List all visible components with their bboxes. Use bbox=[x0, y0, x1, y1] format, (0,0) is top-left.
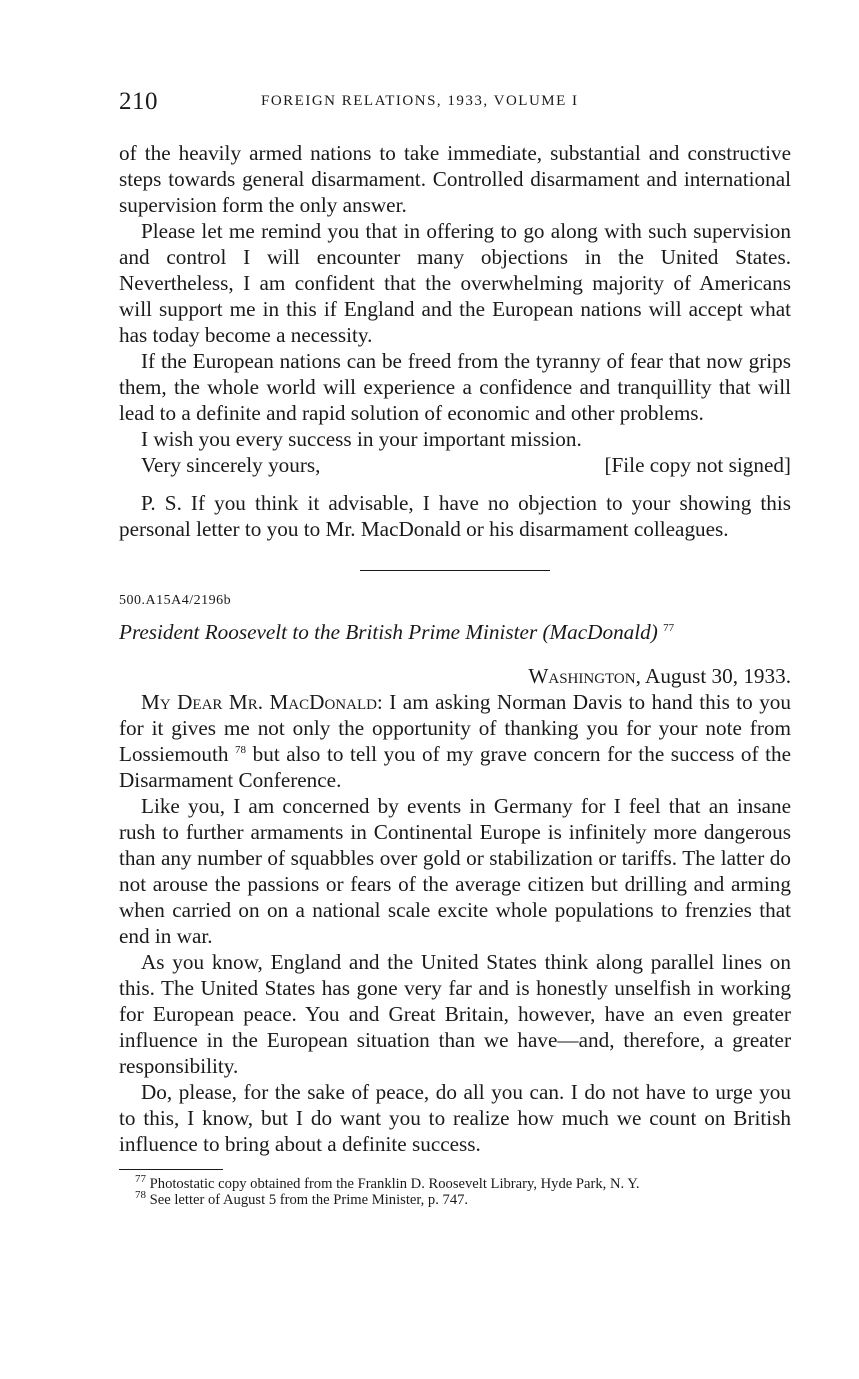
file-copy-note: [File copy not signed] bbox=[604, 453, 791, 477]
dateline bbox=[119, 663, 791, 689]
dateline-date: August 30, 1933. bbox=[645, 664, 791, 688]
dateline-place: Washington, bbox=[528, 664, 641, 688]
footnote-reference-77: 77 bbox=[663, 621, 675, 634]
letter2-first-paragraph-a: I am asking Norman Davis to hand this to you for it gives me not only the opportunity of thanking you for your note from Lossiemouth bbox=[119, 690, 791, 766]
letter2-paragraph: Do, please, for the sake of peace, do all you can. I do not have to urge you to this, I know, but I do want you to realize how much we count on British influence to bring about a definite success. bbox=[119, 1080, 791, 1156]
letter1-paragraph: If the European nations can be freed from the tyranny of fear that now grips them, the whole world will experience a confidence and tranquillity that will lead to a definite and rapid solution of economic and other problems. bbox=[119, 349, 791, 425]
file-number: 500.A15A4/2196b bbox=[119, 593, 232, 608]
postscript: P. S. If you think it advisable, I have no objection to your showing this personal letter to you to Mr. MacDonald or his disarmament colleagues. bbox=[119, 491, 791, 541]
footnote-mark: 78 bbox=[135, 1189, 146, 1202]
salutation: My Dear Mr. MacDonald: bbox=[141, 690, 383, 714]
footnote-divider bbox=[119, 1169, 223, 1170]
footnote-text: Photostatic copy obtained from the Franklin D. Roosevelt Library, Hyde Park, N. Y. bbox=[149, 1176, 640, 1192]
letter2-paragraph: Like you, I am concerned by events in Germany for I feel that an insane rush to further armaments in Continental Europe is infinitely more dangerous than any number of squabbles over gold or stabilization or tariffs. The latter do not arouse the passions or fears of the average citizen but drilling and arming when carried on on a national scale excite whole populations to frenzies that end in war. bbox=[119, 794, 791, 948]
footnote bbox=[119, 1173, 791, 1192]
footnotes bbox=[119, 1173, 791, 1208]
letter2-first-paragraph bbox=[119, 689, 791, 793]
letter1-paragraph: Please let me remind you that in offering to go along with such supervision and control I will encounter many objections in the United States. Nevertheless, I am confident that the overwhelming majority of Americans will support me in this if England and the European nations will accept what has today become a necessity. bbox=[119, 219, 791, 347]
footnote-text: See letter of August 5 from the Prime Minister, p. 747. bbox=[149, 1192, 469, 1208]
document-page bbox=[119, 88, 791, 1208]
footnote-mark: 77 bbox=[135, 1173, 146, 1186]
document-title-text: President Roosevelt to the British Prime Minister (MacDonald) bbox=[119, 620, 658, 644]
page-header bbox=[119, 88, 791, 118]
letter1-paragraph: I wish you every success in your important mission. bbox=[141, 427, 582, 451]
footnote bbox=[119, 1189, 791, 1208]
letter2-first-paragraph-b: but also to tell you of my grave concern for the success of the Disarmament Conference. bbox=[119, 742, 792, 792]
running-head: FOREIGN RELATIONS, 1933, VOLUME I bbox=[261, 93, 579, 109]
section-divider bbox=[360, 570, 550, 571]
letter1-paragraph: of the heavily armed nations to take immediate, substantial and constructive steps towards general disarmament. Controlled disarmament and international supervision form the only answer. bbox=[119, 141, 791, 217]
closing-line bbox=[119, 452, 791, 478]
footnote-reference-78: 78 bbox=[235, 743, 247, 756]
document-title bbox=[119, 619, 791, 645]
page-number: 210 bbox=[119, 88, 158, 115]
closing-text: Very sincerely yours, bbox=[141, 453, 321, 477]
letter2-paragraph: As you know, England and the United States think along parallel lines on this. The United States has gone very far and is honestly unselfish in working for European peace. You and Great Britain, however, have an even greater influence in the European situation than we have—and, therefore, a greater responsibility. bbox=[119, 950, 791, 1078]
